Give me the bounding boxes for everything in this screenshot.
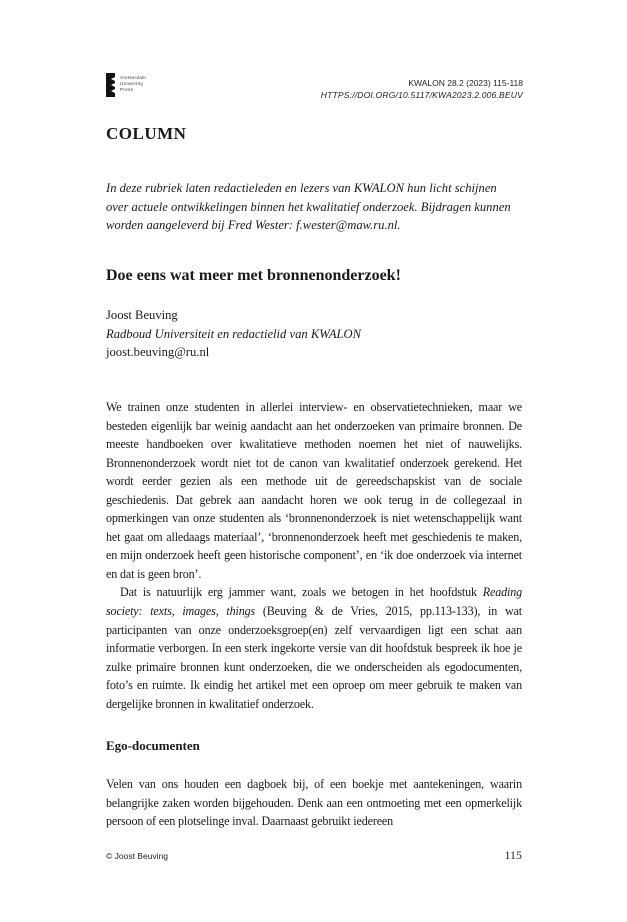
doi-link[interactable]: HTTPS://DOI.ORG/10.5117/KWA2023.2.006.BEUV [320, 90, 523, 100]
publisher-logo-icon [106, 73, 115, 97]
footer-copyright: © Joost Beuving [106, 851, 169, 861]
section-paragraph: Velen van ons houden een dagboek bij, of een boekje met aantekeningen, waarin belangrijke zaken worden bijgehouden. Denk aan een ontmoeting met een opmerkelijk persoon of een plotselinge inval. Daarnaast gebruikt iedereen [106, 777, 522, 829]
publisher-logo-text: Amsterdam University Press [120, 75, 147, 92]
author-block [106, 306, 361, 362]
page-number: 115 [504, 848, 522, 862]
author-email[interactable]: joost.beuving@ru.nl [106, 345, 210, 360]
journal-reference [321, 77, 523, 101]
section-heading: Ego-documenten [106, 738, 200, 753]
journal-citation: KWALON 28.2 (2023) 115-118 [408, 78, 523, 88]
body-paragraph-2: Dat is natuurlijk erg jammer want, zoals we betogen in het hoofdstuk Reading society: texts, images, things (Beuving & de Vries, 2015, pp.113-133), in wat participanten van onze onderzoeksgroep(en) zelf vervaardigen ligt een schat aan informatie verborgen. In een sterk ingekorte versie van dit hoofdstuk bespreek ik hoe je zulke primaire bronnen kunt onderzoeken, die we onderscheiden als egodocumenten, foto’s en ruimte. Ik eindig het artikel met een oproep om meer gebruik te maken van dergelijke bronnen in kwalitatief onderzoek. [106, 585, 522, 711]
article-body [106, 398, 522, 713]
author-name: Joost Beuving [106, 308, 178, 322]
body-paragraph-1: We trainen onze studenten in allerlei interview- en observatietechnieken, maar we besteden eigenlijk bar weinig aandacht aan het onderzoeken van primaire bronnen. De meeste handboeken over kwalitatieve methoden noemen het niet of nauwelijks. Bronnenonderzoek wordt niet tot de canon van kwalitatief onderzoek gerekend. Het wordt eerder gezien als een methode uit de gereedschapskist van de sociale geschiedenis. Dat gebrek aan aandacht horen we ook terug in de collegezaal in opmerkingen van onze studenten als ‘bronnenonderzoek is niet wetenschappelijk want het gaat om alledaags materiaal’, ‘bronnenonderzoek heeft met geschiedenis te maken, en mijn onderzoek heeft geen historische component’, en ‘ik doe onderzoek via internet en dat is geen bron’. [106, 400, 522, 581]
column-intro: In deze rubriek laten redactieleden en lezers van KWALON hun licht schijnen over actuele ontwikkelingen binnen het kwalitatief onderzoek. Bijdragen kunnen worden aangeleverd bij Fred Wester: f.wester@maw.ru.nl. [106, 181, 511, 233]
book-title: Reading society: texts, images, things [106, 585, 522, 619]
section-label: COLUMN [106, 124, 187, 143]
author-affiliation: Radboud Universiteit en redactielid van KWALON [106, 326, 362, 341]
article-title: Doe eens wat meer met bronnenonderzoek! [106, 267, 401, 284]
